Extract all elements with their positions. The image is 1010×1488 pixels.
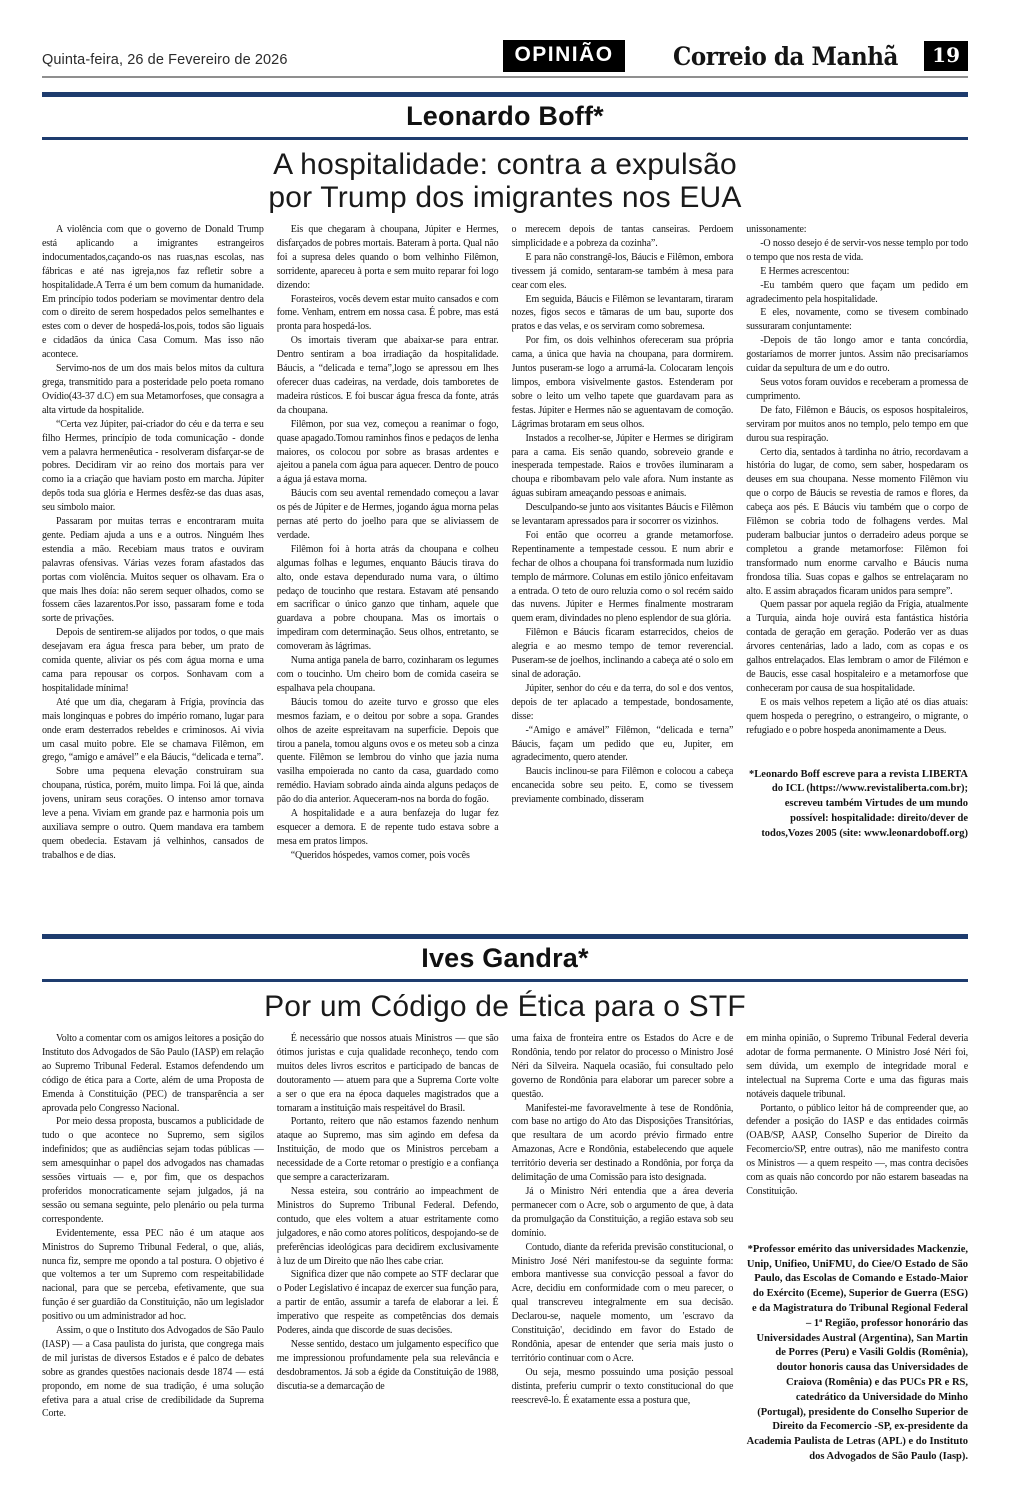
rule-top-article1 xyxy=(42,92,968,97)
paragraph: -Eu também quero que façam um pedido em agradecimento pela hospitalidade. xyxy=(746,279,968,305)
paragraph: Instados a recolher-se, Júpiter e Hermes se dirigiram para a cama. Eis senão quando, sobreveio grande e inesperada tempestade. Raios e trovões iluminaram a choupa e ribombavam pelo vale afora. Num instante as águas subiram ameaçando pessoas e animais. xyxy=(511,432,734,500)
paragraph: A hospitalidade e a aura benfazeja do lugar fez esquecer a demora. E de repente tudo estava sobre a mesa em pratos limpos. xyxy=(276,808,499,847)
paragraph: E Hermes acrescentou: xyxy=(760,265,850,277)
paragraph: Ou seja, mesmo possuindo uma posição pessoal distinta, preferiu cumprir o texto constitucional do que reescrevê-lo. É exatamente essa a postura que, xyxy=(511,1366,734,1406)
paragraph: Por fim, os dois velhinhos ofereceram sua própria cama, a única que havia na choupana, para dormirem. Juntos puseram-se logo a arrumá-la. Colocaram lençois limpos, embora visivelmente gastos. Estenderam por sobre o leito um velho tapete que guardavam para as festas. Júpiter e Hermes não se aguentavam de comoção. Lágrimas brotaram em seus olhos. xyxy=(511,335,734,430)
paragraph: Assim, o que o Instituto dos Advogados de São Paulo (IASP) — a Casa paulista do jurista, que congrega mais de mil juristas de diversos Estados e é palco de debates sobre as grandes questões nacionais desde 1874 — está propondo, em nome de sua tradição, é uma solução efetiva para a atual crise de credibilidade da Suprema Corte. xyxy=(42,1325,264,1420)
paragraph: De fato, Filêmon e Báucis, os esposos hospitaleiros, serviram por muitos anos no templo, pelo tempo em que durou sua respiração. xyxy=(746,404,968,444)
paragraph: Até que um dia, chegaram à Frígia, província das mais longinquas e pobres do império romano, lugar para onde eram desterrados rebeldes e criminosos. Ai vivia um casal muito pobre. Ele se chamava Filêmon, em grego, “amigo e amável” e ela Báucis, “delicada e terna”. xyxy=(42,696,264,764)
paragraph: Contudo, diante da referida previsão constitucional, o Ministro José Néri manifestou-se da seguinte forma: embora mantivesse sua convicção pessoal a favor do Acre, decidiu em conformidade com o meu parecer, o qual transcreveu integralmente em sua decisão. Declarou-se, naquele momento, um 'escravo da Constituição', decidindo em favor do Estado de Rondônia, apesar de entender que seria mais justo o território continuar com o Acre. xyxy=(511,1241,734,1364)
paragraph: “Queridos hóspedes, vamos comer, pois vocês xyxy=(290,849,470,861)
paragraph: Em seguida, Báucis e Filêmon se levantaram, tiraram nozes, figos secos e tâmaras de um bau, suporte dos pratos e das velas, e os serviram como sobremesa. xyxy=(511,293,734,333)
section-label: OPINIÃO xyxy=(503,40,624,72)
paragraph: Baucis inclinou-se para Filêmon e colocou a cabeça encanecida sobre seu peito. E, como se tivessem previamente combinado, disseram xyxy=(511,766,734,806)
paragraph: -“Amigo e amável” Filêmon, “delicada e terna” Báucis, façam um pedido que eu, Jupiter, em agradecimento, quero atender. xyxy=(511,724,734,764)
paragraph: E para não constrangê-los, Báucis e Filêmon, embora tivessem já comido, sentaram-se também à mesa para cear com eles. xyxy=(511,251,734,291)
article1-author: Leonardo Boff* xyxy=(406,101,604,131)
article2-column-3 xyxy=(512,1032,734,1472)
page-header xyxy=(42,40,968,72)
article2-column-1 xyxy=(42,1032,264,1472)
article1-column-4 xyxy=(746,223,968,920)
masthead: Correio da Manhã xyxy=(672,41,898,71)
paragraph: Júpiter, senhor do céu e da terra, do sol e dos ventos, depois de ter aplacado a tempestade, bondosamente, disse: xyxy=(511,682,734,722)
paragraph: Certo dia, sentados à tardinha no átrio, recordavam a história do lugar, de como, sem saber, hospedaram os deuses em sua choupana. Nesse momento Filêmon viu que o corpo de Báucis se revestia de ramos e flores, da cabeça aos pés. E Báucis viu também que o corpo de Filêmon se cobria todo de folhagens verdes. Mal puderam balbuciar juntos o derradeiro adeus porque se completou a grande metamorfose: Filêmon foi transformado num enorme carvalho e Báucis numa frondosa tília. Suas copas e galhos se entrelaçaram no alto. E assim abraçados ficaram unidos para sempre”. xyxy=(746,446,968,597)
article2-column-2 xyxy=(277,1032,499,1472)
paragraph: Filêmon, por sua vez, começou a reanimar o fogo, quase apagado.Tomou raminhos finos e pedaços de lenha maiores, os colocou por sobre as brasas ardentes e ajeitou a panela com água para aquecer. Dentro de pouco a água já estava morna. xyxy=(276,418,499,486)
paragraph: E os mais velhos repetem a lição até os dias atuais: quem hospeda o peregrino, o estrangeiro, o migrante, o refugiado e o pobre hospeda anonimamente a Deus. xyxy=(746,696,968,736)
paragraph: Báucis com seu avental remendado começou a lavar os pés de Júpiter e de Hermes, jogando água morna pelas pernas até perto do joelho para que se aliviassem de verdade. xyxy=(276,488,499,541)
paragraph: Depois de sentirem-se alijados por todos, o que mais desejavam era água fresca para beber, um prato de comida quente, aliviar os pés com água morna e uma cama para repousar os corpos. Sonhavam com a hospitalidade mínima! xyxy=(42,627,264,694)
article2-author: Ives Gandra* xyxy=(421,943,589,973)
paragraph: em minha opinião, o Supremo Tribunal Federal deveria adotar de forma permanente. O Ministro José Néri foi, sem dúvida, um exemplo de integridade moral e intelectual na Suprema Corte e uma das figuras mais notáveis daquele tribunal. xyxy=(746,1033,968,1100)
article1-body xyxy=(42,223,968,920)
article2-column-4 xyxy=(746,1032,968,1472)
paragraph: Nessa esteira, sou contrário ao impeachment de Ministros do Supremo Tribunal Federal. Defendo, contudo, que eles voltem a atuar estritamente como julgadores, e não como atores políticos, despojando-se de preferências ideológicas para decidirem exclusivamente à luz de um Direito que não lhes cabe criar. xyxy=(276,1185,499,1267)
paragraph: Filêmon e Báucis ficaram estarrecidos, cheios de alegria e ao mesmo tempo de temor reverencial. Puseram-se de joelhos, inclinando a cabeça até o solo em sinal de adoração. xyxy=(511,627,734,680)
paragraph: uma faixa de fronteira entre os Estados do Acre e de Rondônia, tendo por relator do processo o Ministro José Néri da Silveira. Naquela ocasião, fui consultado pelo governo de Rondônia para elaborar um parecer sobre a questão. xyxy=(511,1033,734,1100)
paragraph: Servimo-nos de um dos mais belos mitos da cultura grega, transmitido para a posteridade pelo poeta romano Ovídio(43-37 d.C) em sua Metamorfoses, que consagra a alta virtude da hospitalide. xyxy=(42,363,264,416)
article2-headline-line1: Por um Código de Ética para o STF xyxy=(264,990,746,1023)
paragraph: Numa antiga panela de barro, cozinharam os legumes com o toucinho. Um cheiro bom de comida caseira se espalhava pela choupana. xyxy=(276,655,499,694)
article2-column-4-text xyxy=(746,1032,968,1199)
paragraph: Evidentemente, essa PEC não é um ataque aos Ministros do Supremo Tribunal Federal, o que, aliás, nunca fiz, sempre me opondo a tal postura. O objetivo é que voltemos a ter um Supremo com respeitabilidade nacional, para que se perceba, efetivamente, que sua função é ser guardião da Constituição, não um legislador positivo ou um administrador ad hoc. xyxy=(42,1227,264,1323)
article2-author-credit: *Professor emérito das universidades Mackenzie, Unip, Unifieo, UniFMU, do Ciee/O Estado de São Paulo, das Escolas de Comando e Estado-Maior do Exército (Eceme), Superior de Guerra (ESG) e da Magistratura do Tribunal Regional Federal – 1ª Região, professor honorário das Universidades Austral (Argentina), San Martin de Porres (Peru) e Vasili Goldis (Romênia), doutor honoris causa das Universidades de Craiova (Romênia) e das PUCs PR e RS, catedrático da Universidade do Minho (Portugal), presidente do Conselho Superior de Direito da Fecomercio -SP, ex-presidente da Academia Paulista de Letras (APL) e do Instituto dos Advogados de São Paulo (Iasp). xyxy=(746,1243,968,1463)
article1-column-2 xyxy=(277,223,499,920)
rule-under-author2 xyxy=(42,979,968,982)
paragraph: Forasteiros, vocês devem estar muito cansados e com fome. Venham, entrem em nossa casa. É pobre, mas está pronta para hospedá-los. xyxy=(276,293,499,333)
paragraph: Os imortais tiveram que abaixar-se para entrar. Dentro sentiram a boa irradiação da hospitalidade. Báucis, a “delicada e terna”,logo se apressou em lhes oferecer duas cadeiras, na verdade, dois tamboretes de madeira rústicos. E foi buscar água fresca da fonte, atrás da choupana. xyxy=(276,335,499,416)
header-divider xyxy=(42,76,968,78)
paragraph: o merecem depois de tantas canseiras. Perdoem simplicidade e a pobreza da cozinha”. xyxy=(511,224,734,249)
paragraph: Significa dizer que não compete ao STF declarar que o Poder Legislativo é incapaz de exercer sua função para, a partir de então, assumir a tarefa de elaborar a lei. É imperativo que respeite as competências dos demais Poderes, ainda que discorde de suas decisões. xyxy=(276,1269,499,1337)
article1-author-credit: *Leonardo Boff escreve para a revista LIBERTA do ICL (https://www.revistaliberta.com.br); escreveu também Virtudes de um mundo possível: hospitalidade: direito/dever de todos,Vozes 2005 (site: www.leonardoboff.org) xyxy=(749,768,968,839)
paragraph: Sobre uma pequena elevação construiram sua choupana, rústica, porém, muito limpa. Foi lá que, ainda jovens, uniram seus corações. O intenso amor tornava leve a pena. Viviam em grande paz e harmonia pois um auxiliava sempre o outro. Quem mandava era tambem quem obedecia. Estavam já velhinhos, cansados de trabalhos e de dias. xyxy=(42,766,264,861)
article-boff xyxy=(0,92,1010,920)
paragraph: Foi então que ocorreu a grande metamorfose. Repentinamente a tempestade cessou. E num abrir e fechar de olhos a choupana foi transformada num luzidio templo de mármore. Colunas em estilo jônico enfeitavam a entrada. O teto de ouro reluzia como o sol recém saido das nuvens. Júpiter e Hermes finalmente mostraram quem eram, divindades no pleno esplendor de sua glória. xyxy=(511,529,734,625)
paragraph: Portanto, o público leitor há de compreender que, ao defender a posição do IASP e das entidades coirmãs (OAB/SP, AASP, Conselho Superior de Direito da Fecomercio/SP, entre outras), não me manifesto contra os Ministros — a quem respeito —, mas contra decisões com as quais não concordo por não estarem baseadas na Constituição. xyxy=(746,1102,968,1197)
paragraph: Por meio dessa proposta, buscamos a publicidade de tudo o que acontece no Supremo, sem sigilos indefinidos; que as audiências sejam todas públicas — sem amesquinhar o papel dos advogados nas chamadas sessões virtuais — e, por fim, que os despachos proferidos monocraticamente sejam julgados, já na sessão ou semana seguinte, pelo plenário ou pela turma correspondente. xyxy=(42,1116,264,1225)
paragraph: Já o Ministro Néri entendia que a área deveria permanecer com o Acre, sob o argumento de que, à data da promulgação da Constituição, a região estava sob seu domínio. xyxy=(511,1185,734,1239)
paragraph: Seus votos foram ouvidos e receberam a promessa de cumprimento. xyxy=(746,376,968,402)
paragraph: Filêmon foi à horta atrás da choupana e colheu algumas folhas e legumes, enquanto Báucis tirava do alto, onde estava dependurado numa vara, o último pedaço de toucinho que restara. Estavam até pensando em sacrificar o único ganzo que tinham, aquele que guardava a pobre choupana. Mas os imortais o impediram com determinação. Seus olhos, entretanto, se comoveram às lágrimas. xyxy=(276,543,499,653)
article-gandra xyxy=(0,934,1010,1472)
paragraph: Volto a comentar com os amigos leitores a posição do Instituto dos Advogados de São Paulo (IASP) em relação ao Supremo Tribunal Federal. Estamos defendendo um código de ética para a Corte, além de uma Proposta de Emenda à Constituição (PEC) de transparência a ser aprovada pelo Congresso Nacional. xyxy=(42,1033,264,1114)
paragraph: É necessário que nossos atuais Ministros — que são ótimos juristas e cuja qualidade reconheço, tendo com muitos deles livros escritos e participado de bancas de doutoramento — atuem para que a Suprema Corte volte a ser o que era na época daqueles magistrados que a tornaram a instituição mais respeitável do Brasil. xyxy=(276,1033,499,1114)
paragraph: “Certa vez Júpiter, pai-criador do céu e da terra e seu filho Hermes, princípio de toda comunicação - donde vem a palavra hermenêutica - resolveram disfarçar-se de pobres. Decidiram vir ao reino dos mortais para ver como ia a criação que haviam posto em marcha. Júpiter depôs toda sua glória e Hermes desfêz-se das duas asas, seu símbolo maior. xyxy=(42,418,264,514)
article1-headline-line1: A hospitalidade: contra a expulsão xyxy=(273,148,737,181)
paragraph: Portanto, reitero que não estamos fazendo nenhum ataque ao Supremo, mas sim agindo em defesa da Instituição, de modo que os Ministros percebam a necessidade de a Corte retomar o prestígio e a confiança que sempre a caracterizaram. xyxy=(276,1116,499,1184)
paragraph: Eis que chegaram à choupana, Júpiter e Hermes, disfarçados de pobres mortais. Bateram à porta. Qual não foi a supresa deles quando o bom velhinho Filêmon, sorridente, apareceu à porta e sem muito reparar foi logo dizendo: xyxy=(276,224,499,291)
article1-column-4-text xyxy=(746,223,968,738)
article2-body xyxy=(42,1032,968,1472)
rule-under-author1 xyxy=(42,137,968,140)
paragraph: Nesse sentido, destaco um julgamento específico que me impressionou profundamente pela sua relevância e desdobramentos. Já sob a égide da Constituição de 1988, discutia-se a demarcação de xyxy=(276,1338,499,1392)
paragraph: Passaram por muitas terras e encontraram muita gente. Pediam ajuda a uns e a outros. Ninguém lhes estendia a mão. Recebiam maus tratos e ouviram palavras ofensivas. Várias vezes foram afastados das portas com violência. Muitos sequer os olhavam. Era o que mais lhes doía: não serem sequer olhados, como se fossem cães lazarentos.Por isso, passaram fome e toda sorte de privações. xyxy=(42,516,264,625)
paragraph: -O nosso desejo é de servir-vos nesse templo por todo o tempo que nos resta de vida. xyxy=(746,237,968,263)
article1-headline xyxy=(0,148,1010,214)
paragraph: E eles, novamente, como se tivesem combinado sussuraram conjuntamente: xyxy=(746,307,968,333)
paragraph: Báucis tomou do azeite turvo e grosso que eles mesmos faziam, e o deitou por sobre a sopa. Grandes olhos de azeite espreitavam na superfície. Depois que tirou a panela, tomou alguns ovos e os meteu sob a cinza quente. Filêmon se lembrou do vinho que jazia numa vasilha empoierada no canto da casa, guardado como remédio. Haviam sobrado ainda ainda alguns pedaços de pão do dia anterior. Aqueceram-nos na borda do fogão. xyxy=(276,696,499,806)
page-number: 19 xyxy=(924,41,968,71)
article1-column-3 xyxy=(512,223,734,920)
article1-headline-line2: por Trump dos imigrantes nos EUA xyxy=(268,181,742,214)
paragraph: Quem passar por aquela região da Frígia, atualmente a Turquia, ainda hoje ouvirá esta fantástica história contada de geração em geração. Poderão ver as duas árvores centenárias, lado a lado, com as copas e os galhos entrelaçados. Elas lembram o amor de Filémon e de Baucis, esse casal hospitaleiro e a metamorfose que conheceram por causa de sua hospitalidade. xyxy=(746,599,968,694)
paragraph: Desculpando-se junto aos visitantes Báucis e Filêmon se levantaram apressados para ir socorrer os vizinhos. xyxy=(511,502,734,528)
article1-column-1 xyxy=(42,223,264,920)
article2-headline xyxy=(0,990,1010,1023)
paragraph: unissonamente: xyxy=(746,224,807,235)
date-text: Quinta-feira, 26 de Fevereiro de 2026 xyxy=(42,52,288,68)
paragraph: -Depois de tão longo amor e tanta concórdia, gostaríamos de morrer juntos. Assim não precisaríamos cuidar da sepultura de um e do outro. xyxy=(746,335,968,375)
rule-top-article2 xyxy=(42,934,968,939)
header-right-group xyxy=(503,40,968,72)
paragraph: Manifestei-me favoravelmente à tese de Rondônia, com base no artigo do Ato das Disposições Transitórias, que resultara de um acordo prévio firmado entre Amazonas, Acre e Rondônia, estabelecendo que aquele território deveria ser destinado a Rondônia, por força da delimitação de uma Comissão para isto designada. xyxy=(511,1102,734,1184)
paragraph: A violência com que o governo de Donald Trump está aplicando a imigrantes estrangeiros indocumentados,caçando-os nas ruas,nas escolas, nas fábricas e até nas igreja,nos faz refletir sobre a hospitalidade.A Terra é um bem comum da humanidade. Em princípio todos poderiam se movimentar dentro dela com o direito de serem hospedados pelos semelhantes e estes com o dever de hospedá-los,pois, todos são liguais e cidadãos da única Casa Comum. Mas isso não acontece. xyxy=(42,224,264,361)
